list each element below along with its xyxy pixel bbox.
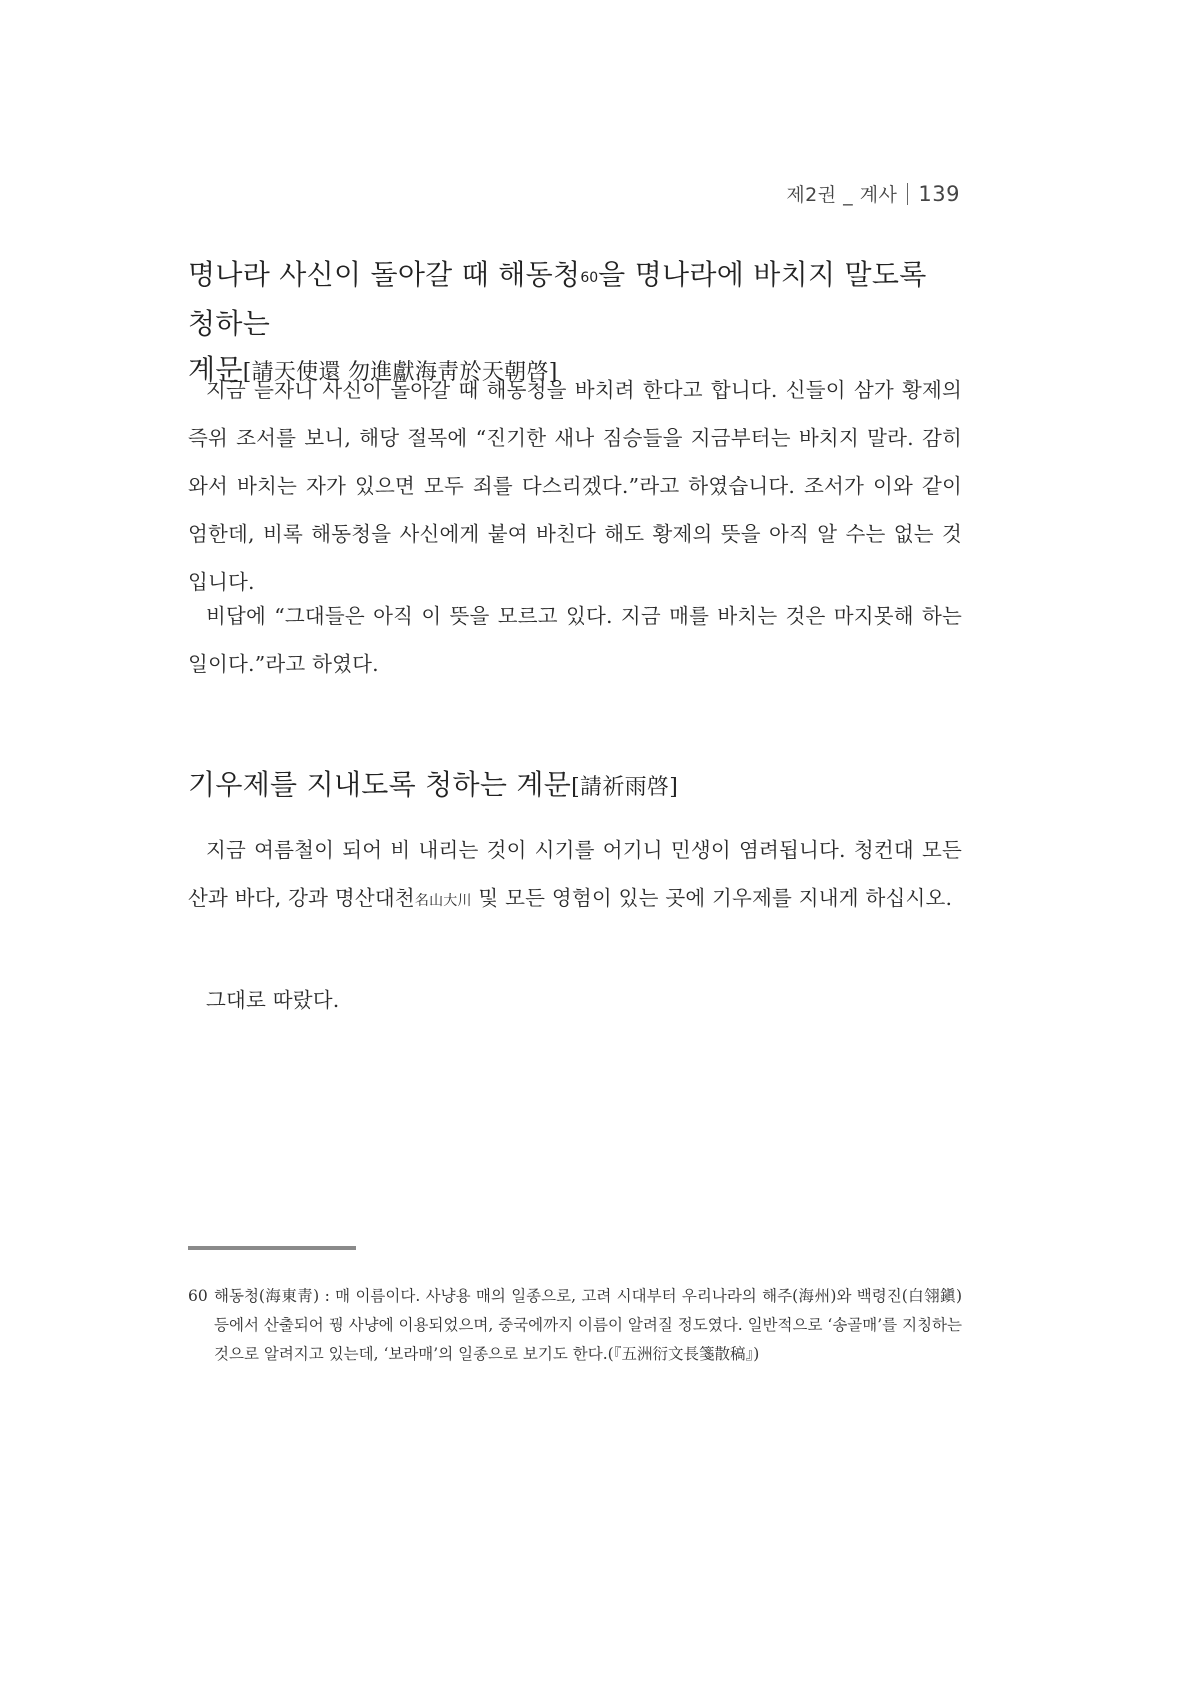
running-title: 제2권 _ 계사	[786, 184, 898, 206]
section-2-reply	[188, 976, 962, 1024]
footnote-text: 해동청(海東靑) : 매 이름이다. 사냥용 매의 일종으로, 고려 시대부터 우리나라의 해주(海州)와 백령진(白翎鎭) 등에서 산출되어 꿩 사냥에 이용되었으며, 중국에까지 이름이 알려질 정도였다. 일반적으로 ‘송골매’를 지칭하는 것으로 알려지고 있는데, ‘보라매’의 일종으로 보기도 한다.(『五洲衍文長箋散稿』)	[214, 1287, 962, 1363]
header-separator	[907, 183, 908, 205]
section-2-paragraph-1-part2: 및 모든 영험이 있는 곳에 기우제를 지내게 하십시오.	[471, 886, 953, 910]
footnote-60	[188, 1282, 962, 1369]
section-2-body	[188, 826, 962, 925]
section-1-paragraph-2: 비답에 “그대들은 아직 이 뜻을 모르고 있다. 지금 매를 바치는 것은 마지못해 하는 일이다.”라고 하였다.	[188, 604, 962, 676]
section-2-title	[188, 762, 962, 811]
section-1-reply	[188, 592, 962, 688]
section-1-title-part1: 명나라 사신이 돌아갈 때 해동청	[188, 258, 581, 291]
footnote-ref-60: 60	[580, 270, 599, 286]
section-2-paragraph-1-hanja: 名山大川	[414, 893, 472, 909]
footnote-divider	[188, 1246, 356, 1250]
section-1-title-hanja: [請天使還 勿進獻海靑於天朝啓]	[242, 360, 558, 385]
section-1-title-part2: 을 명나라에 바치지 말도록 청하는	[188, 258, 927, 340]
section-2-paragraph-1	[188, 826, 962, 925]
section-2-title-kor: 기우제를 지내도록 청하는 계문	[188, 768, 572, 801]
section-2-title-hanja: [請祈雨啓]	[571, 775, 679, 800]
section-1-body	[188, 366, 962, 606]
footnote-number: 60	[188, 1287, 208, 1305]
section-2-paragraph-2: 그대로 따랐다.	[206, 988, 340, 1012]
section-2	[188, 762, 962, 811]
section-1-paragraph-1: 지금 듣자니 사신이 돌아갈 때 해동청을 바치려 한다고 합니다. 신들이 삼가 황제의 즉위 조서를 보니, 해당 절목에 “진기한 새나 짐승들을 지금부터는 바치지 말라. 감히 와서 바치는 자가 있으면 모두 죄를 다스리겠다.”라고 하였습니다. 조서가 이와 같이 엄한데, 비록 해동청을 사신에게 붙여 바친다 해도 황제의 뜻을 아직 알 수는 없는 것입니다.	[188, 378, 962, 594]
section-1-title-line2: 계문	[188, 353, 243, 386]
page-number: 139	[918, 181, 960, 206]
section-2-paragraph-1-part1: 지금 여름철이 되어 비 내리는 것이 시기를 어기니 민생이 염려됩니다. 청컨대 모든 산과 바다, 강과 명산대천	[188, 838, 962, 910]
running-header	[786, 180, 960, 207]
